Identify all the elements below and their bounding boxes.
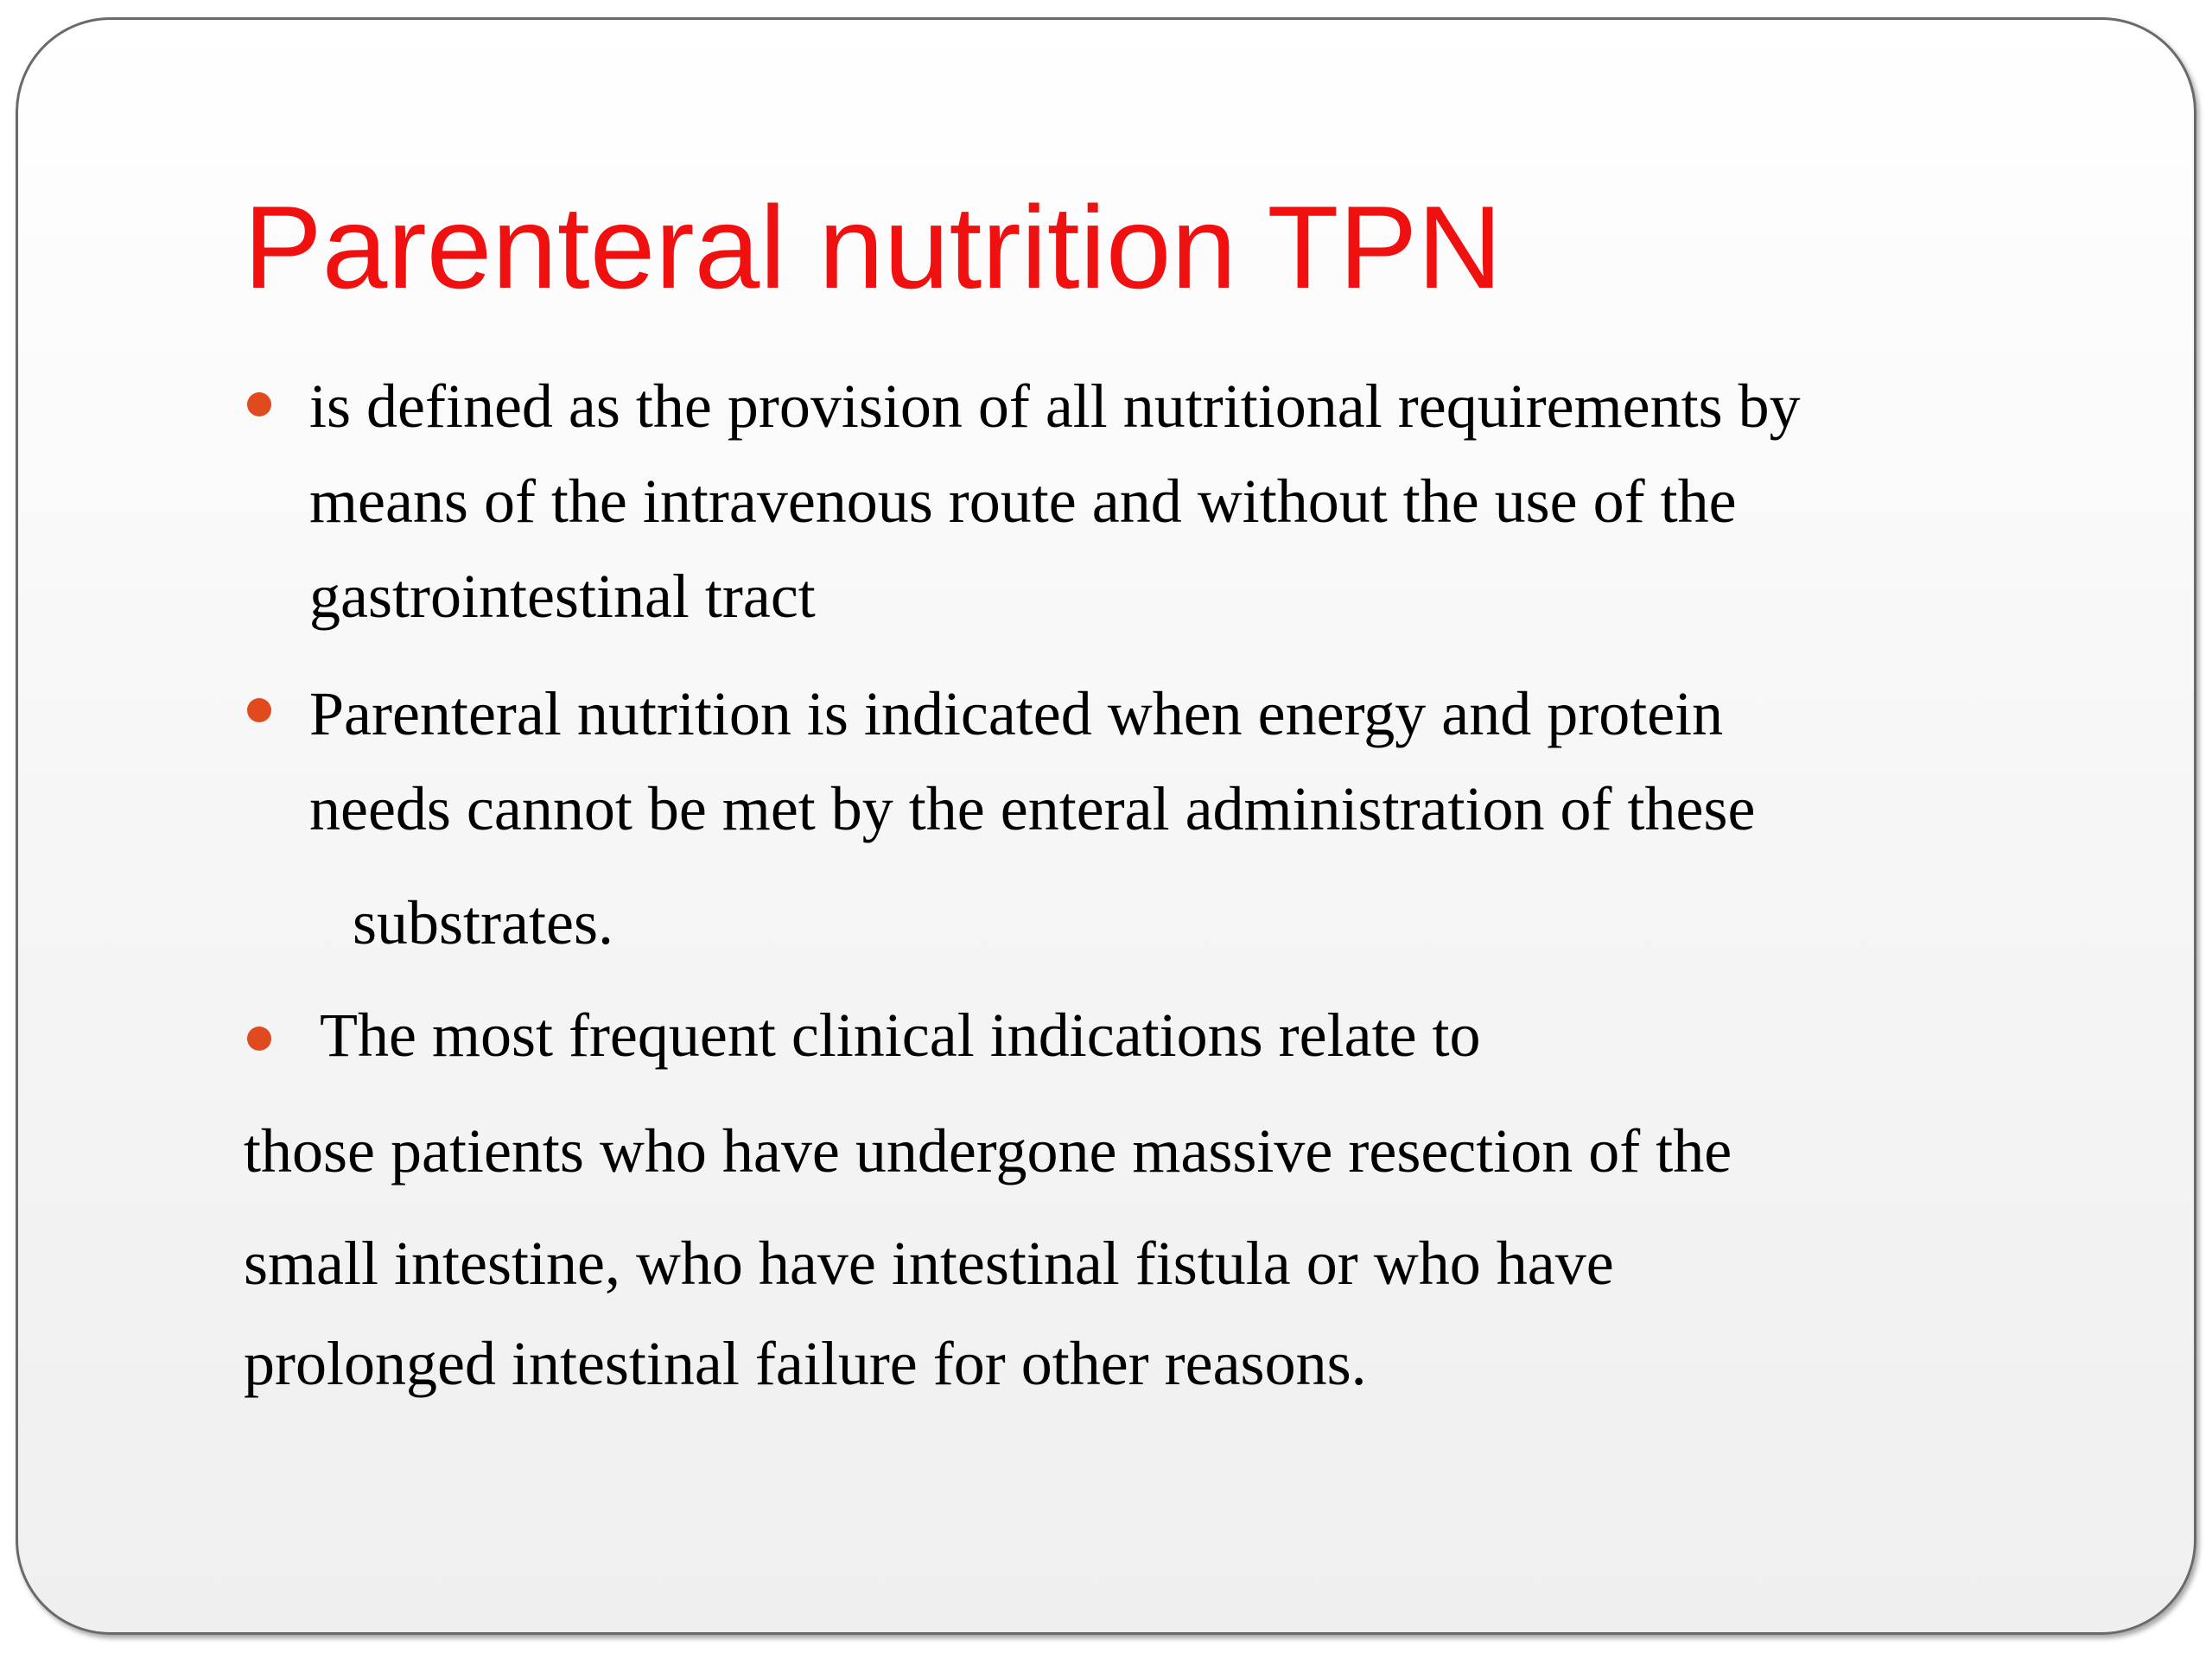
- bullet-2-line-2: needs cannot be met by the enteral administration of these: [309, 774, 1756, 843]
- paragraph-line-3: prolonged intestinal failure for other reasons.: [244, 1329, 1367, 1398]
- bullet-icon: [247, 392, 271, 416]
- bullet-1-line-1: is defined as the provision of all nutritional requirements by: [309, 372, 1801, 441]
- bullet-icon: [247, 698, 271, 722]
- slide-title: Parenteral nutrition TPN: [244, 181, 1503, 313]
- bullet-1-line-3: gastrointestinal tract: [309, 562, 816, 631]
- bullet-1-line-2: means of the intravenous route and without the use of the: [309, 467, 1737, 536]
- bullet-2-line-1: Parenteral nutrition is indicated when energy and protein: [309, 679, 1724, 748]
- paragraph-line-1: those patients who have undergone massive resection of the: [244, 1116, 1732, 1185]
- bullet-icon: [247, 1027, 271, 1051]
- paragraph-line-2: small intestine, who have intestinal fistula or who have: [244, 1229, 1614, 1298]
- bullet-3-line-1: The most frequent clinical indications relate to: [320, 1001, 1481, 1070]
- bullet-2-line-3: substrates.: [353, 888, 613, 957]
